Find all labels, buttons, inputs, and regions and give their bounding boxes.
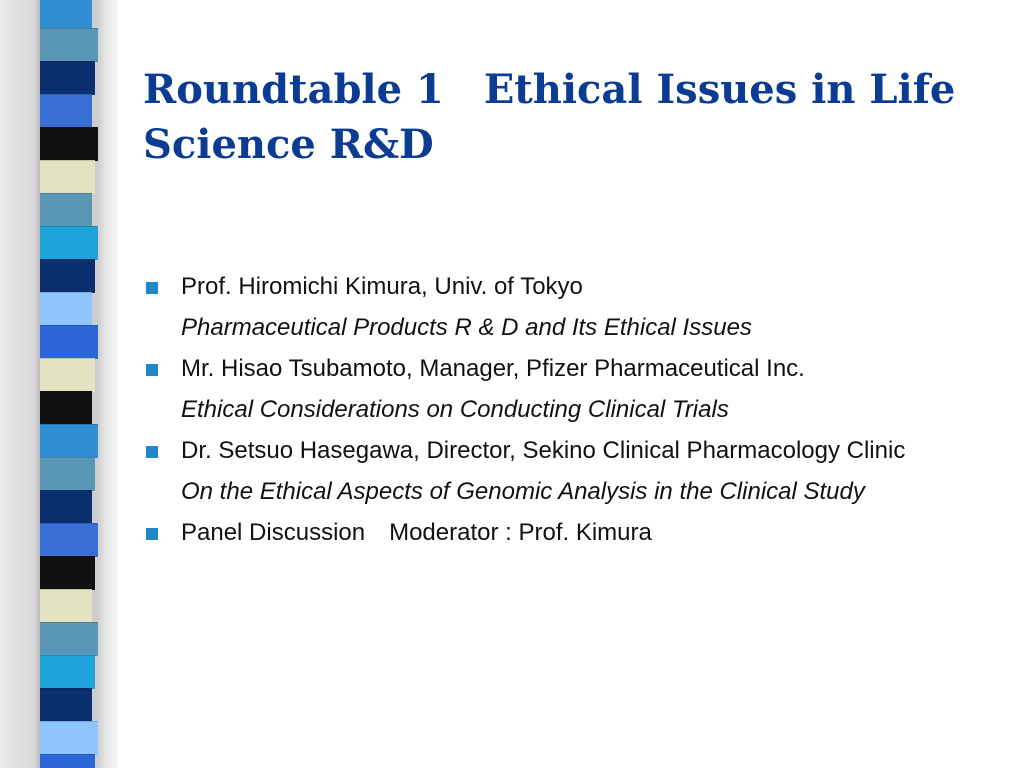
strip-band [40, 754, 95, 768]
square-bullet-icon [146, 446, 158, 458]
strip-band [40, 589, 92, 623]
square-bullet-icon [146, 282, 158, 294]
strip-band [40, 391, 92, 425]
bullet-item-tsubamoto [142, 352, 992, 385]
strip-band [40, 556, 95, 590]
slide-title: Roundtable 1 Ethical Issues in Life Science R&D [143, 66, 970, 168]
talk-title: Ethical Considerations on Conducting Clinical Trials [181, 396, 729, 423]
strip-band [40, 325, 98, 359]
strip-band [40, 424, 98, 458]
square-bullet-icon [146, 528, 158, 540]
strip-band [40, 259, 95, 293]
slide-body [142, 270, 992, 557]
bullet-text: Panel Discussion Moderator : Prof. Kimura [181, 519, 652, 546]
bullet-item-kimura [142, 270, 992, 303]
strip-band [40, 226, 98, 260]
strip-band [40, 160, 95, 194]
strip-band [40, 358, 95, 392]
strip-band [40, 457, 95, 491]
strip-band [40, 655, 95, 689]
strip-band [40, 28, 98, 62]
bullet-item-panel [142, 516, 992, 549]
strip-band [40, 0, 92, 29]
strip-band [40, 721, 98, 755]
strip-band [40, 193, 92, 227]
strip-band [40, 523, 98, 557]
strip-band [40, 622, 98, 656]
bullet-item-hasegawa [142, 434, 992, 467]
strip-band [40, 688, 92, 722]
bullet-text: Prof. Hiromichi Kimura, Univ. of Tokyo [181, 273, 583, 300]
strip-band [40, 61, 95, 95]
strip-band [40, 292, 92, 326]
strip-band [40, 94, 92, 128]
strip-band [40, 490, 92, 524]
bullet-text: Dr. Setsuo Hasegawa, Director, Sekino Clinical Pharmacology Clinic [181, 437, 906, 464]
strip-band [40, 127, 98, 161]
bullet-text: Mr. Hisao Tsubamoto, Manager, Pfizer Pharmaceutical Inc. [181, 355, 805, 382]
talk-title: On the Ethical Aspects of Genomic Analysis in the Clinical Study [181, 478, 865, 505]
talk-title: Pharmaceutical Products R & D and Its Ethical Issues [181, 314, 752, 341]
decorative-color-strip [40, 0, 98, 768]
square-bullet-icon [146, 364, 158, 376]
